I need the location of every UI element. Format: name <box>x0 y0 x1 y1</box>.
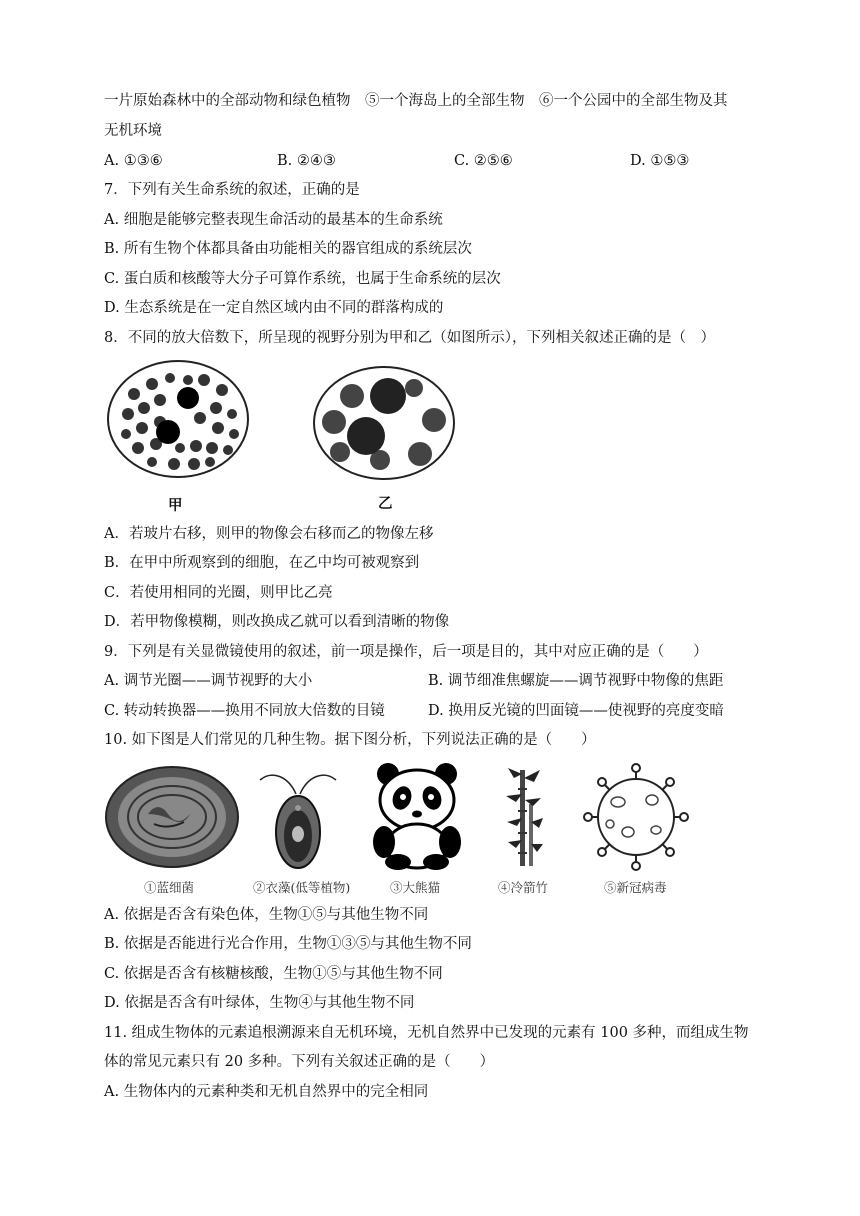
q8-option-a: A．若玻片右移，则甲的物像会右移而乙的物像左移 <box>104 526 434 542</box>
q10-stem: 10. 如下图是人们常见的几种生物。据下图分析，下列说法正确的是（ ） <box>104 732 596 748</box>
microscope-view-jia <box>104 356 254 486</box>
q10-option-a: A. 依据是否含有染色体，生物①⑤与其他生物不同 <box>104 907 429 923</box>
q6-option-a: A. ①③⑥ <box>104 153 163 169</box>
q8-option-c: C．若使用相同的光圈，则甲比乙亮 <box>104 585 333 601</box>
label-jia: 甲 <box>168 497 183 514</box>
q6-option-b: B. ②④③ <box>277 153 336 169</box>
q7-option-b: B. 所有生物个体都具备由功能相关的器官组成的系统层次 <box>104 241 472 257</box>
caption-coronavirus: ⑤新冠病毒 <box>604 880 667 895</box>
q9-option-a: A. 调节光圈——调节视野的大小 <box>104 673 313 689</box>
microscope-view-yi <box>308 362 460 484</box>
q7-option-d: D. 生态系统是在一定自然区域内由不同的群落构成的 <box>104 300 444 316</box>
caption-cyanobacteria: ①蓝细菌 <box>144 880 195 895</box>
q11-stem-line1: 11. 组成生物体的元素追根溯源来自无机环境，无机自然界中已发现的元素有 100 多种，而组成生物 <box>104 1025 749 1041</box>
caption-bamboo: ④冷箭竹 <box>498 880 549 895</box>
q7-option-a: A. 细胞是能够完整表现生命活动的最基本的生命系统 <box>104 212 443 228</box>
q10-option-d: D. 依据是否含有叶绿体，生物④与其他生物不同 <box>104 995 415 1011</box>
cyanobacteria-image <box>104 764 240 870</box>
q8-stem: 8．不同的放大倍数下，所呈现的视野分别为甲和乙（如图所示），下列相关叙述正确的是（ ） <box>104 330 715 346</box>
q6-continued-line2: 无机环境 <box>104 123 162 139</box>
caption-chlamydomonas: ②衣藻(低等植物) <box>253 880 351 895</box>
q6-option-d: D. ①⑤③ <box>630 153 690 169</box>
q10-option-b: B. 依据是否能进行光合作用，生物①③⑤与其他生物不同 <box>104 936 472 952</box>
q6-option-c: C. ②⑤⑥ <box>454 153 513 169</box>
caption-panda: ③大熊猫 <box>390 880 441 895</box>
bamboo-image <box>500 764 546 870</box>
q6-continued-line1: 一片原始森林中的全部动物和绿色植物 ⑤一个海岛上的全部生物 ⑥一个公园中的全部生物及其 <box>104 93 728 109</box>
coronavirus-image <box>578 762 694 872</box>
q9-option-d: D. 换用反光镜的凹面镜——使视野的亮度变暗 <box>428 703 724 719</box>
q7-option-c: C. 蛋白质和核酸等大分子可算作系统，也属于生命系统的层次 <box>104 271 501 287</box>
q10-option-c: C. 依据是否含有核糖核酸，生物①⑤与其他生物不同 <box>104 966 443 982</box>
q9-option-c: C. 转动转换器——换用不同放大倍数的目镜 <box>104 703 385 719</box>
label-yi: 乙 <box>378 495 393 512</box>
q8-option-b: B．在甲中所观察到的细胞，在乙中均可被观察到 <box>104 555 420 571</box>
q11-option-a: A. 生物体内的元素种类和无机自然界中的完全相同 <box>104 1084 429 1100</box>
q8-option-d: D．若甲物像模糊，则改换成乙就可以看到清晰的物像 <box>104 614 450 630</box>
q9-option-b: B. 调节细准焦螺旋——调节视野中物像的焦距 <box>428 673 724 689</box>
q11-stem-line2: 体的常见元素只有 20 多种。下列有关叙述正确的是（ ） <box>104 1054 495 1070</box>
chlamydomonas-image <box>252 762 344 872</box>
panda-image <box>370 760 464 870</box>
q7-stem: 7．下列有关生命系统的叙述，正确的是 <box>104 182 360 198</box>
q9-stem: 9．下列是有关显微镜使用的叙述，前一项是操作，后一项是目的，其中对应正确的是（ ） <box>104 644 708 660</box>
